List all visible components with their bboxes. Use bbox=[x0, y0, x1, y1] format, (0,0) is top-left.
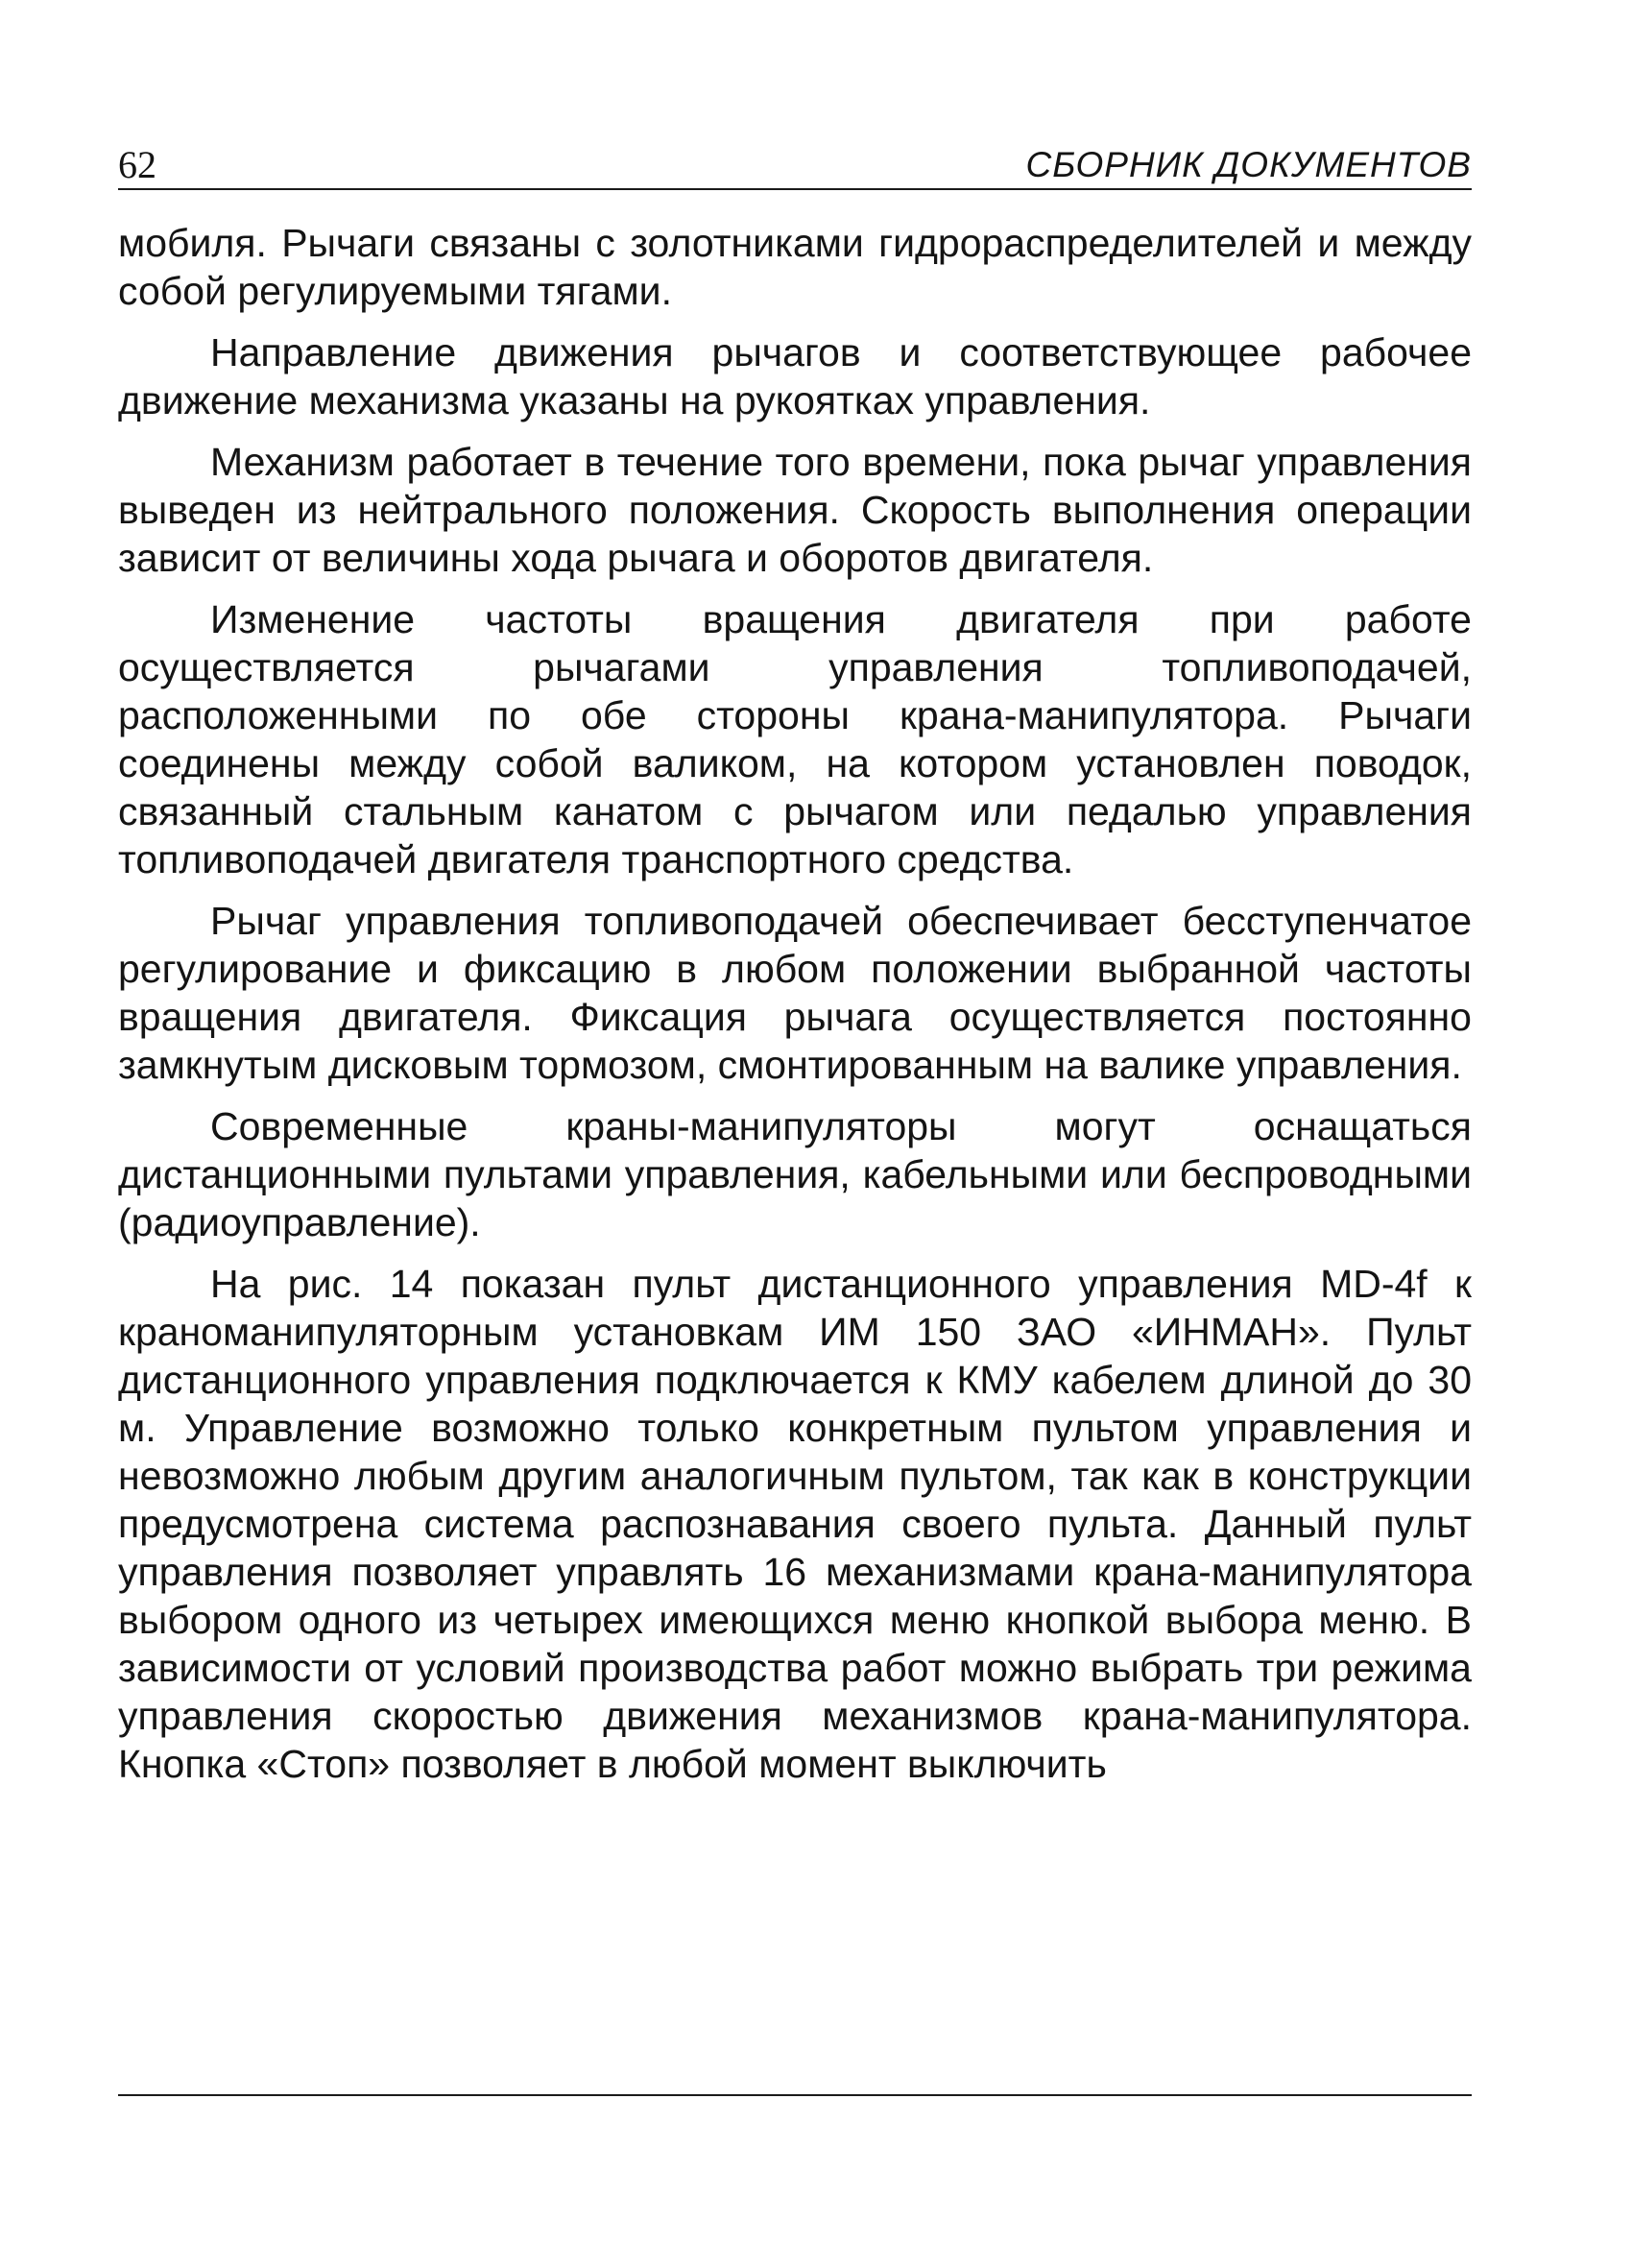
paragraph: Изменение частоты вращения двигателя при работе осуществляется рычагами управления топливоподачей, расположенными по обе стороны крана-манипулятора. Рычаги соединены между собой валиком, на котором установлен поводок, связанный стальным канатом с рычагом или педалью управления топливоподачей двигателя транспортного средства. bbox=[118, 597, 1472, 881]
paragraph: Современные краны-манипуляторы могут оснащаться дистанционными пультами управления, кабельными или беспроводными (радиоуправление). bbox=[118, 1104, 1472, 1244]
paragraph: Рычаг управления топливоподачей обеспечивает бесступенчатое регулирование и фиксацию в любом положении выбранной частоты вращения двигателя. Фиксация рычага осуществляется постоянно замкнутым дисковым тормозом, смонтированным на валике управления. bbox=[118, 899, 1472, 1087]
running-head: СБОРНИК ДОКУМЕНТОВ bbox=[1025, 145, 1472, 184]
footer-rule bbox=[118, 2094, 1472, 2096]
body-text bbox=[118, 219, 1472, 1801]
paragraph: Механизм работает в течение того времени, пока рычаг управления выведен из нейтрального положения. Скорость выполнения операции зависит от величины хода рычага и оборотов двигателя. bbox=[118, 440, 1472, 580]
paragraph: На рис. 14 показан пульт дистанционного управления MD-4f к краноманипуляторным установкам ИМ 150 ЗАО «ИНМАН». Пульт дистанционного управления подключается к КМУ кабелем длиной до 30 м. Управление возможно только конкретным пультом управления и невозможно любым другим аналогичным пультом, так как в конструкции предусмотрена система распознавания своего пульта. Данный пульт управления позволяет управлять 16 механизмами крана-манипулятора выбором одного из четырех имеющихся меню кнопкой выбора меню. В зависимости от условий производства работ можно выбрать три режима управления скоростью движения механизмов крана-манипулятора. Кнопка «Стоп» позволяет в любой момент выключить bbox=[118, 1262, 1472, 1786]
page-number: 62 bbox=[118, 143, 156, 186]
paragraph: Направление движения рычагов и соответствующее рабочее движение механизма указаны на рукоятках управления. bbox=[118, 330, 1472, 422]
document-page bbox=[118, 0, 1472, 2268]
header-rule bbox=[118, 188, 1472, 190]
page-header bbox=[118, 142, 1472, 190]
paragraph-continuation: мобиля. Рычаги связаны с золотниками гидрораспределителей и между собой регулируемыми тягами. bbox=[118, 221, 1472, 313]
